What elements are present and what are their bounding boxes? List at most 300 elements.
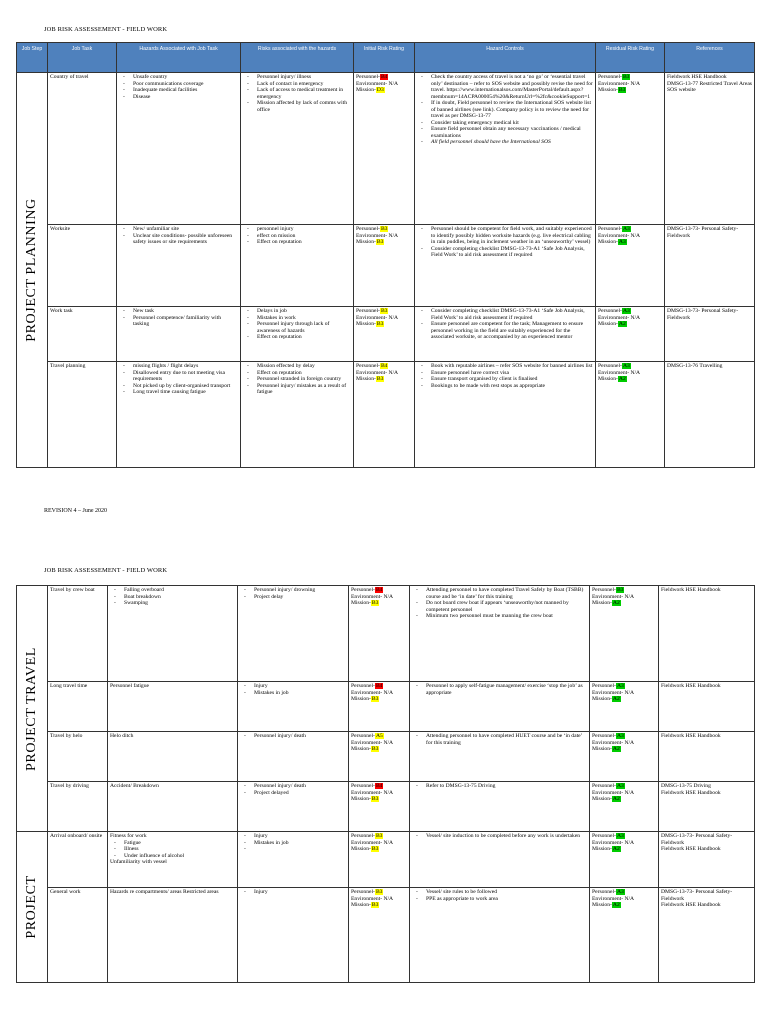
risk-item: - Mission affected by lack of comms with office <box>243 100 351 113</box>
rating-cell <box>590 586 659 682</box>
control-item-list <box>417 363 593 389</box>
job-task-cell: Travel by driving <box>48 782 108 832</box>
rating-cell <box>596 73 665 225</box>
hazards-cell <box>117 307 241 362</box>
risk-item-list <box>240 733 346 740</box>
rating-environment: Environment- N/A <box>351 789 394 796</box>
control-item-list <box>412 833 587 840</box>
rating-mission-label: Mission- <box>598 239 618 246</box>
risk-item: - effect on mission <box>243 233 351 240</box>
hazard-item: - Disease <box>119 94 238 101</box>
hazard-item: - Swamping <box>110 600 235 607</box>
hazards-cell <box>117 362 241 468</box>
reference-item: DMSG-13-77 Restricted Travel Areas <box>667 80 752 87</box>
table-body <box>17 586 755 983</box>
rating-mission-label: Mission- <box>598 87 618 94</box>
controls-cell <box>410 782 590 832</box>
hazard-item: - Falling overboard <box>110 587 235 594</box>
rating-badge: A5 <box>375 733 383 739</box>
revision-note: REVISION 4 – June 2020 <box>44 508 107 514</box>
risk-item: - Mistakes in work <box>243 315 351 322</box>
reference-item: Fieldwork HSE Handbook <box>661 587 721 593</box>
table-row <box>17 225 755 307</box>
hazard-item-list <box>110 587 235 607</box>
rating-mission-label: Mission- <box>592 600 612 607</box>
rating-badge: A3 <box>616 683 624 689</box>
control-item: - Consider completing checklist DMSG-13-73-A1 ‘Safe Job Analysis, Field Work’ to aid risk assessment if required <box>417 308 593 321</box>
rating-personnel-label: Personnel- <box>598 74 622 80</box>
controls-cell <box>415 225 596 307</box>
job-task-cell: Long travel time <box>48 682 108 732</box>
control-item: - Ensure personnel have correct visa <box>417 370 593 377</box>
controls-cell <box>410 732 590 782</box>
risks-cell <box>241 307 354 362</box>
hazard-text: Accident/ Breakdown <box>110 783 159 789</box>
rating-personnel-label: Personnel- <box>592 683 616 689</box>
rating-mission <box>356 239 412 246</box>
rating-cell <box>349 888 410 983</box>
rating-badge: D3 <box>376 87 384 94</box>
control-item: - All field personnel should have the International SOS <box>417 139 593 146</box>
hazards-cell <box>108 832 238 888</box>
rating-badge: A3 <box>616 733 624 739</box>
rating-personnel-label: Personnel- <box>356 226 380 232</box>
rating-cell <box>349 586 410 682</box>
rating-cell <box>354 362 415 468</box>
control-item-list <box>412 889 587 902</box>
risk-item: - Lack of contact in emergency <box>243 81 351 88</box>
hazard-item: - Fatigue <box>110 840 235 847</box>
rating-badge: B3 <box>618 87 626 94</box>
hazard-item: - Inadequate medical facilities <box>119 87 238 94</box>
rating-environment: Environment- N/A <box>598 314 641 321</box>
rating-badge: B3 <box>376 376 384 383</box>
rating-badge: B3 <box>371 600 379 607</box>
rating-mission <box>598 239 662 246</box>
control-item: - Personnel to apply self-fatigue management/ exercise ‘stop the job’ as appropriate <box>412 683 587 696</box>
hazard-item: - Boat breakdown <box>110 594 235 601</box>
risk-item: - Lack of access to medical treatment in emergency <box>243 87 351 100</box>
rating-badge: B3 <box>371 746 379 753</box>
rating-badge: A3 <box>618 239 626 246</box>
risk-item: - Personnel injury/ drowning <box>240 587 346 594</box>
risk-item-list <box>243 363 351 396</box>
rating-mission-label: Mission- <box>351 696 371 703</box>
risk-item: - Personnel injury/ death <box>240 733 346 740</box>
rating-badge: A3 <box>622 308 630 314</box>
rating-badge: B3 <box>375 889 383 895</box>
hazard-item-list <box>119 308 238 328</box>
hazard-item: - Unclear site conditions- possible unforeseen safety issues or site requirements <box>119 233 238 246</box>
risk-item-list <box>243 226 351 246</box>
rating-personnel-label: Personnel- <box>351 587 375 593</box>
rating-mission <box>351 846 407 853</box>
job-task-cell: Arrival onboard/ onsite <box>48 832 108 888</box>
rating-mission <box>598 87 662 94</box>
risk-table-planning <box>16 42 755 468</box>
reference-item: DMSG-13-73- Personal Safety- Fieldwork <box>667 226 739 239</box>
hazard-item-list <box>119 74 238 100</box>
rating-badge: A2 <box>612 600 620 607</box>
references-cell <box>659 732 755 782</box>
rating-environment: Environment- N/A <box>351 895 394 902</box>
control-item-list <box>412 683 587 696</box>
risk-item: - Delays in job <box>243 308 351 315</box>
risks-cell <box>238 732 349 782</box>
rating-mission <box>351 796 407 803</box>
risks-cell <box>238 782 349 832</box>
job-task-cell: Travel by helo <box>48 732 108 782</box>
risk-item-list <box>243 308 351 341</box>
rating-environment: Environment- N/A <box>592 689 635 696</box>
rating-mission-label: Mission- <box>351 796 371 803</box>
document-title-page-2: JOB RISK ASSESSEMENT - FIELD WORK <box>44 567 168 574</box>
job-task-cell: Worksite <box>48 225 117 307</box>
control-item: - Bookings to be made with rest stops as appropriate <box>417 383 593 390</box>
rating-badge: B3 <box>376 239 384 246</box>
rating-mission <box>592 902 656 909</box>
table-row <box>17 732 755 782</box>
rating-environment: Environment- N/A <box>351 839 394 846</box>
rating-badge: A2 <box>618 376 626 383</box>
controls-cell <box>410 888 590 983</box>
references-cell <box>665 307 755 362</box>
rating-environment: Environment- N/A <box>598 80 641 87</box>
header-risks: Risks associated with the hazards <box>241 43 354 73</box>
risk-item-list <box>243 74 351 113</box>
control-item: - Vessel/ site rules to be followed <box>412 889 587 896</box>
control-item-list <box>417 74 593 146</box>
risks-cell <box>238 832 349 888</box>
rating-badge: A3 <box>622 226 630 232</box>
header-hazards: Hazards Associated with Job Task <box>117 43 241 73</box>
rating-cell <box>354 307 415 362</box>
controls-cell <box>410 832 590 888</box>
rating-badge: A2 <box>612 746 620 753</box>
rating-mission-label: Mission- <box>356 87 376 94</box>
rating-environment: Environment- N/A <box>351 689 394 696</box>
rating-mission-label: Mission- <box>592 696 612 703</box>
control-item: - Vessel/ site induction to be completed before any work is undertaken <box>412 833 587 840</box>
header-job-task: Job Task <box>48 43 117 73</box>
reference-item: Fieldwork HSE Handbook <box>667 74 727 80</box>
rating-personnel-label: Personnel- <box>592 889 616 895</box>
risks-cell <box>238 888 349 983</box>
hazards-cell <box>108 888 238 983</box>
section-label-cell <box>17 586 48 832</box>
rating-mission <box>592 600 656 607</box>
rating-cell <box>590 888 659 983</box>
job-task-cell: Travel planning <box>48 362 117 468</box>
rating-badge: B3 <box>622 74 630 80</box>
controls-cell <box>415 73 596 225</box>
control-item: - PPE as appropriate to work area <box>412 896 587 903</box>
table-row <box>17 782 755 832</box>
rating-mission-label: Mission- <box>351 846 371 853</box>
rating-personnel-label: Personnel- <box>356 74 380 80</box>
control-item-list <box>412 783 587 790</box>
control-item: - If in doubt, Field personnel to review the International SOS website list of banned airlines (see link). Company policy is to review the need for travel as per DMSG-13-77 <box>417 100 593 120</box>
reference-item: DMSG-13-76 Travelling <box>667 363 723 369</box>
rating-mission <box>356 87 412 94</box>
control-item-list <box>417 226 593 259</box>
rating-mission <box>351 600 407 607</box>
rating-badge: B3 <box>380 226 388 232</box>
section-label-cell <box>17 832 48 983</box>
rating-cell <box>590 832 659 888</box>
risk-item: - Effect on reputation <box>243 334 351 341</box>
rating-environment: Environment- N/A <box>592 839 635 846</box>
rating-personnel-label: Personnel- <box>598 363 622 369</box>
risks-cell <box>238 586 349 682</box>
rating-mission-label: Mission- <box>592 796 612 803</box>
controls-cell <box>410 682 590 732</box>
hazard-item: - Personnel competence/ familiarity with tasking <box>119 315 238 328</box>
reference-item: SOS website <box>667 87 696 94</box>
reference-item: Fieldwork HSE Handbook <box>661 846 721 853</box>
rating-mission <box>351 902 407 909</box>
controls-cell <box>415 307 596 362</box>
hazard-intro: Fitness for work <box>110 833 147 839</box>
risks-cell <box>241 225 354 307</box>
risk-item: - personnel injury <box>243 226 351 233</box>
risks-cell <box>241 73 354 225</box>
hazard-item-list <box>110 840 235 860</box>
table-body <box>17 73 755 468</box>
rating-mission-label: Mission- <box>356 376 376 383</box>
rating-personnel-label: Personnel- <box>351 889 375 895</box>
rating-personnel-label: Personnel- <box>598 308 622 314</box>
hazards-cell <box>108 732 238 782</box>
rating-mission-label: Mission- <box>592 902 612 909</box>
rating-environment: Environment- N/A <box>598 232 641 239</box>
rating-badge: B3 <box>371 796 379 803</box>
rating-mission <box>598 321 662 328</box>
references-cell <box>659 782 755 832</box>
rating-badge: A3 <box>616 783 624 789</box>
rating-environment: Environment- N/A <box>356 314 399 321</box>
risk-item: - Effect on reputation <box>243 239 351 246</box>
control-item: - Minimum two personnel must be manning the crew boat <box>412 613 587 620</box>
header-hazard-controls: Hazard Controls <box>415 43 596 73</box>
risk-item: - Personnel stranded in foreign country <box>243 376 351 383</box>
risk-item: - Project delay <box>240 594 346 601</box>
reference-item: DMSG-13-73- Personal Safety- Fieldwork <box>667 308 739 321</box>
risks-cell <box>238 682 349 732</box>
control-item-list <box>412 587 587 620</box>
rating-badge: B3 <box>380 308 388 314</box>
rating-mission-label: Mission- <box>598 376 618 383</box>
rating-mission <box>592 746 656 753</box>
rating-badge: B4 <box>375 683 383 689</box>
reference-item: Fieldwork HSE Handbook <box>661 902 721 909</box>
rating-badge: B4 <box>375 783 383 789</box>
rating-badge: A3 <box>616 889 624 895</box>
rating-badge: A2 <box>612 902 620 909</box>
rating-environment: Environment- N/A <box>592 895 635 902</box>
rating-personnel-label: Personnel- <box>351 733 375 739</box>
rating-badge: B3 <box>616 587 624 593</box>
control-item: - Do not board crew boat if appears ‘unseaworthy/not manned by competent personnel <box>412 600 587 613</box>
reference-item: Fieldwork HSE Handbook <box>661 789 721 796</box>
rating-personnel-label: Personnel- <box>351 833 375 839</box>
hazard-item: - New/ unfamiliar site <box>119 226 238 233</box>
table-row <box>17 682 755 732</box>
hazard-outro: Unfamiliarity with vessel <box>110 859 167 866</box>
risk-item: - Personnel injury/ death <box>240 783 346 790</box>
control-item-list <box>412 733 587 746</box>
control-item: - Ensure personnel are competent for the task; Management to ensure personnel working in the field are suitably experienced for the associated worksite, or accompanied by an experienced mentor <box>417 321 593 341</box>
risk-item-list <box>240 783 346 796</box>
control-item: - Ensure field personnel obtain any necessary vaccinations / medical examinations <box>417 126 593 139</box>
rating-environment: Environment- N/A <box>592 789 635 796</box>
hazard-text: Helo ditch <box>110 733 134 739</box>
risk-item: - Injury <box>240 889 346 896</box>
rating-mission <box>351 696 407 703</box>
rating-mission <box>356 376 412 383</box>
references-cell <box>665 73 755 225</box>
rating-badge: A2 <box>612 796 620 803</box>
section-label: PROJECT PLANNING <box>23 198 39 342</box>
rating-badge: A2 <box>612 846 620 853</box>
rating-environment: Environment- N/A <box>356 232 399 239</box>
rating-mission <box>356 321 412 328</box>
hazard-item: - New task <box>119 308 238 315</box>
hazard-item-list <box>119 363 238 396</box>
rating-cell <box>596 225 665 307</box>
rating-badge: B4 <box>375 587 383 593</box>
control-item: - Consider taking emergency medical kit <box>417 120 593 127</box>
risk-item-list <box>240 683 346 696</box>
hazard-item: - Poor communications coverage <box>119 81 238 88</box>
risk-item: - Personnel injury through lack of awareness of hazards <box>243 321 351 334</box>
risk-item: - Mistakes in job <box>240 690 346 697</box>
hazard-text: Personnel fatigue <box>110 683 149 689</box>
reference-item: DMSG-13-73- Personal Safety- Fieldwork <box>661 833 733 846</box>
table-header-row <box>17 43 755 73</box>
rating-environment: Environment- N/A <box>356 80 399 87</box>
rating-mission-label: Mission- <box>598 321 618 328</box>
risk-item: - Project delayed <box>240 790 346 797</box>
controls-cell <box>415 362 596 468</box>
risk-item: - Injury <box>240 833 346 840</box>
header-initial-rating: Initial Risk Rating <box>354 43 415 73</box>
references-cell <box>659 586 755 682</box>
rating-environment: Environment- N/A <box>598 369 641 376</box>
rating-mission-label: Mission- <box>592 746 612 753</box>
hazard-item: - Not picked up by client-organised transport <box>119 383 238 390</box>
header-job-step: Job Step <box>17 43 48 73</box>
rating-mission-label: Mission- <box>351 600 371 607</box>
control-item-list <box>417 308 593 341</box>
rating-badge: B3 <box>375 833 383 839</box>
hazard-item: - Illness <box>110 846 235 853</box>
references-cell <box>659 888 755 983</box>
job-task-cell: Country of travel <box>48 73 117 225</box>
rating-badge: A3 <box>622 363 630 369</box>
job-task-cell: Travel by crew boat <box>48 586 108 682</box>
rating-badge: A2 <box>612 696 620 703</box>
hazards-cell <box>117 225 241 307</box>
risk-item-list <box>240 587 346 600</box>
hazard-text: Hazards re compartments/ areas Restricted areas <box>110 889 219 895</box>
rating-cell <box>590 682 659 732</box>
table-row <box>17 307 755 362</box>
reference-item: DMSG-13-73- Personal Safety- Fieldwork <box>661 889 733 902</box>
table-row <box>17 586 755 682</box>
rating-mission <box>592 696 656 703</box>
rating-mission <box>598 376 662 383</box>
references-cell <box>659 832 755 888</box>
rating-badge: B4 <box>380 363 388 369</box>
rating-cell <box>349 832 410 888</box>
rating-badge: B4 <box>380 74 388 80</box>
rating-badge: B3 <box>371 902 379 909</box>
reference-item: Fieldwork HSE Handbook <box>661 683 721 689</box>
hazard-item: - missing flights / flight delays <box>119 363 238 370</box>
hazard-item-list <box>119 226 238 246</box>
rating-personnel-label: Personnel- <box>356 308 380 314</box>
references-cell <box>659 682 755 732</box>
hazard-item: - Under influence of alcohol <box>110 853 235 860</box>
rating-cell <box>590 782 659 832</box>
control-item: - Consider completing checklist DMSG-13-73-A1 ‘Safe Job Analysis, Field Work’ to aid risk assessment if required <box>417 246 593 259</box>
control-item: - Personnel should be competent for field work, and suitably experienced to identify possibly hidden worksite hazards (e.g. live electrical cabling in rain puddles, being in inclement weather in an ‘unseaworthy’ vessel) <box>417 226 593 246</box>
rating-cell <box>596 307 665 362</box>
rating-cell <box>349 782 410 832</box>
rating-badge: B3 <box>371 696 379 703</box>
header-residual-rating: Residual Risk Rating <box>596 43 665 73</box>
risk-item: - Personnel injury/ mistakes as a result of fatigue <box>243 383 351 396</box>
rating-cell <box>590 732 659 782</box>
table-row <box>17 888 755 983</box>
control-item: - Book with reputable airlines – refer SOS website for banned airlines list <box>417 363 593 370</box>
hazards-cell <box>108 586 238 682</box>
rating-environment: Environment- N/A <box>351 739 394 746</box>
rating-personnel-label: Personnel- <box>598 226 622 232</box>
references-cell <box>665 362 755 468</box>
rating-environment: Environment- N/A <box>351 593 394 600</box>
hazard-item: - Unsafe country <box>119 74 238 81</box>
risk-table-travel-project <box>16 585 755 983</box>
rating-personnel-label: Personnel- <box>592 783 616 789</box>
hazard-item: - Long travel time causing fatigue <box>119 389 238 396</box>
rating-personnel-label: Personnel- <box>592 833 616 839</box>
rating-mission <box>351 746 407 753</box>
job-task-cell: General work <box>48 888 108 983</box>
section-label-cell <box>17 73 48 468</box>
risk-item: - Effect on reputation <box>243 370 351 377</box>
rating-mission-label: Mission- <box>356 321 376 328</box>
control-item: - Refer to DMSG-13-75 Driving <box>412 783 587 790</box>
section-label: PROJECT TRAVEL <box>23 646 39 771</box>
rating-personnel-label: Personnel- <box>592 733 616 739</box>
rating-mission-label: Mission- <box>356 239 376 246</box>
rating-badge: A3 <box>616 833 624 839</box>
rating-environment: Environment- N/A <box>592 739 635 746</box>
rating-cell <box>596 362 665 468</box>
risk-item-list <box>240 889 346 896</box>
rating-cell <box>354 225 415 307</box>
document-title: JOB RISK ASSESSEMENT - FIELD WORK <box>44 26 168 33</box>
risk-item-list <box>240 833 346 846</box>
controls-cell <box>410 586 590 682</box>
control-item: - Ensure transport organised by client is finalised <box>417 376 593 383</box>
header-references: References <box>665 43 755 73</box>
hazards-cell <box>117 73 241 225</box>
rating-environment: Environment- N/A <box>592 593 635 600</box>
rating-mission <box>592 796 656 803</box>
